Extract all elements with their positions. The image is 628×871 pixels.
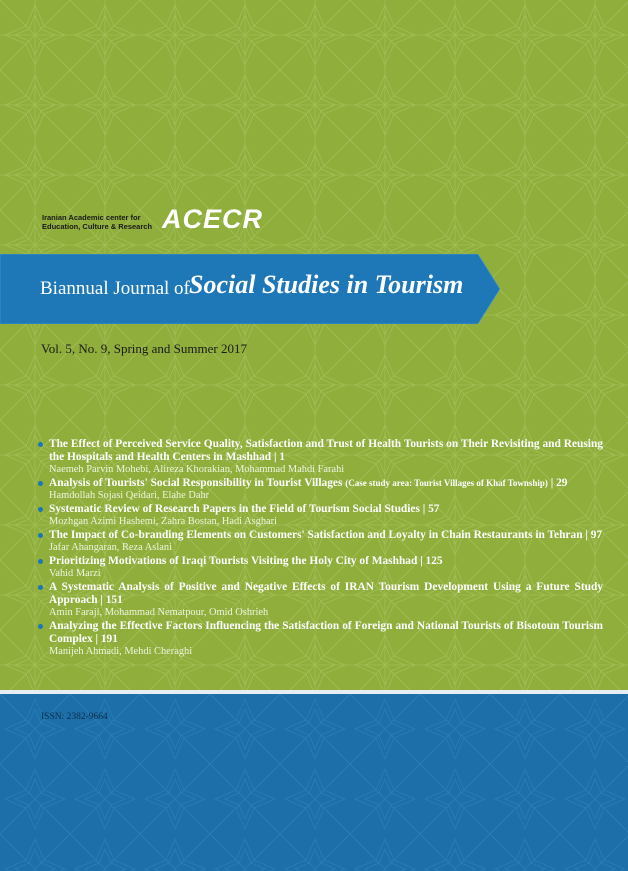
article-title: Prioritizing Motivations of Iraqi Tourists Visiting the Holy City of Mashhad | 125 [49,555,443,567]
bullet-icon [38,507,43,512]
article-title [49,477,603,490]
toc-entry [38,477,603,502]
article-title-text: Analysis of Tourists' Social Responsibility in Tourist Villages [49,477,343,489]
article-authors: Manijeh Ahmadi, Mehdi Cheraghi [49,646,193,657]
article-title: The Effect of Perceived Service Quality, Satisfaction and Trust of Health Tourists on Their Revisiting and Reusing the Hospitals and Health Centers in Mashhad | 1 [49,438,603,463]
issn-number: ISSN: 2382-9664 [41,712,108,722]
bullet-icon [38,481,43,486]
article-authors: Naemeh Parvin Mohebi, Alireza Khorakian, Mohammad Mahdi Farahi [49,464,345,475]
toc-entry [38,503,603,528]
toc-entry [38,529,603,554]
toc-entry [38,555,603,580]
article-title: A Systematic Analysis of Positive and Negative Effects of IRAN Tourism Development Using a Future Study Approach | 151 [49,581,603,606]
publisher-line-2: Education, Culture & Research [42,222,153,231]
article-authors: Amin Faraji, Mohammad Nematpour, Omid Oshrieh [49,607,269,618]
publisher-name [42,213,164,231]
article-authors: Hamdollah Sojasi Qeidari, Elahe Dahr [49,490,210,501]
toc-entry [38,581,603,619]
article-authors: Mozhgan Azimi Hashemi, Zahra Bostan, Hadi Asghari [49,516,277,527]
journal-title: Social Studies in Tourism [189,270,464,299]
toc-entry [38,438,603,476]
acecr-logo: ACECR [162,204,264,234]
article-subtitle: (Case study area: Tourist Villages of Khaf Township) [345,478,548,488]
table-of-contents [38,438,603,659]
bullet-icon [38,624,43,629]
bullet-icon [38,559,43,564]
toc-entry [38,620,603,658]
article-title: Analyzing the Effective Factors Influencing the Satisfaction of Foreign and National Tourists of Bisotoun Tourism Complex | 191 [49,620,603,645]
article-title: Systematic Review of Research Papers in the Field of Tourism Social Studies | 57 [49,503,440,515]
bullet-icon [38,533,43,538]
journal-prefix: Biannual Journal of [40,278,190,299]
bullet-icon [38,585,43,590]
bullet-icon [38,442,43,447]
article-page: | 29 [550,477,568,489]
article-authors: Vahid Marzi [49,568,101,579]
article-authors: Jafar Ahangaran, Reza Aslani [49,542,172,553]
issue-info: Vol. 5, No. 9, Spring and Summer 2017 [41,341,247,356]
article-title: The Impact of Co-branding Elements on Customers' Satisfaction and Loyalty in Chain Restaurants in Tehran | 97 [49,529,603,541]
publisher-line-1: Iranian Academic center for [42,213,141,222]
